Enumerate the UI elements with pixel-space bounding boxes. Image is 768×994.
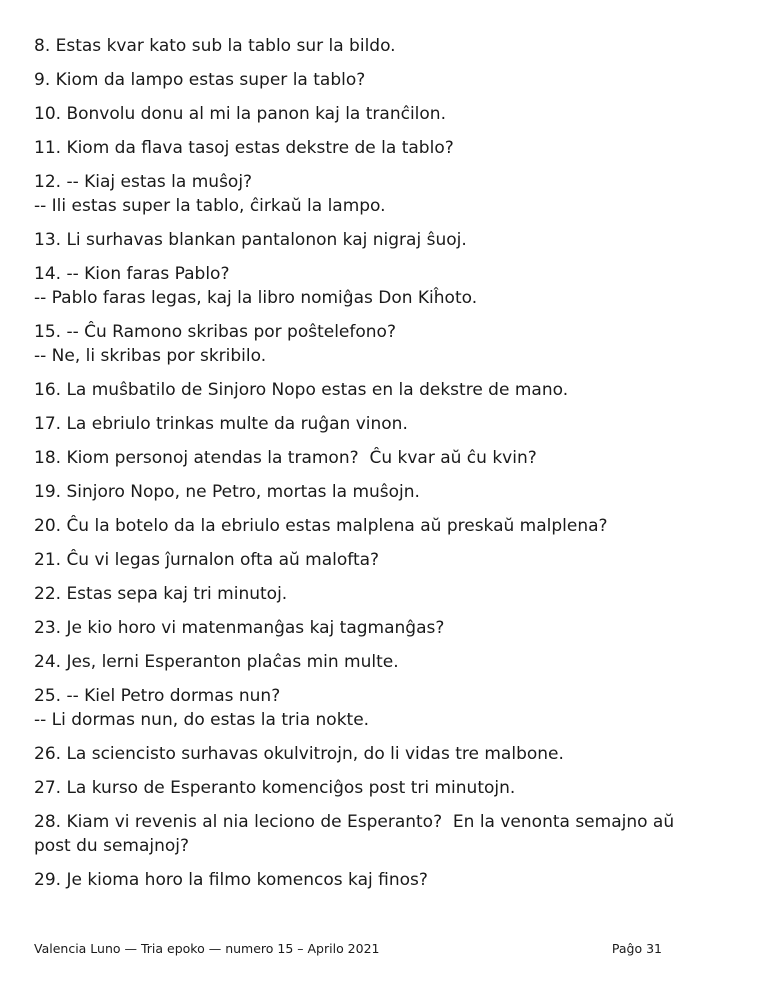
exercise-line: 11. Kiom da flava tasoj estas dekstre de la tablo? — [34, 138, 454, 158]
exercise-line: 9. Kiom da lampo estas super la tablo? — [34, 70, 366, 90]
exercise-line: 17. La ebriulo trinkas multe da ruĝan vinon. — [34, 414, 408, 434]
exercise-line: -- Pablo faras legas, kaj la libro nomiĝas Don Kiĥoto. — [34, 288, 478, 308]
exercise-item — [34, 102, 734, 126]
footer-publication: Valencia Luno — Tria epoko — numero 15 – Aprilo 2021 — [34, 941, 380, 956]
exercise-item — [34, 650, 734, 674]
footer-page-number: Paĝo 31 — [611, 941, 662, 956]
exercise-line: 20. Ĉu la botelo da la ebriulo estas malplena aŭ preskaŭ malplena? — [34, 516, 608, 536]
exercise-line: 25. -- Kiel Petro dormas nun? — [34, 686, 281, 706]
exercise-item — [34, 446, 734, 470]
exercise-line: -- Ili estas super la tablo, ĉirkaŭ la lampo. — [34, 196, 386, 216]
exercise-item — [34, 868, 734, 892]
exercise-item — [34, 684, 734, 732]
exercise-item — [34, 136, 734, 160]
exercise-list — [34, 34, 734, 902]
exercise-item — [34, 320, 734, 368]
exercise-line: -- Li dormas nun, do estas la tria nokte. — [34, 710, 370, 730]
page-footer — [34, 941, 662, 959]
exercise-item — [34, 262, 734, 310]
exercise-line: 27. La kurso de Esperanto komenciĝos post tri minutojn. — [34, 778, 516, 798]
exercise-item — [34, 34, 734, 58]
exercise-line: -- Ne, li skribas por skribilo. — [34, 346, 267, 366]
exercise-item — [34, 776, 734, 800]
exercise-line: 22. Estas sepa kaj tri minutoj. — [34, 584, 288, 604]
exercise-line: 12. -- Kiaj estas la muŝoj? — [34, 172, 253, 192]
exercise-item — [34, 378, 734, 402]
exercise-item — [34, 228, 734, 252]
exercise-line: 24. Jes, lerni Esperanton plaĉas min multe. — [34, 652, 399, 672]
exercise-item — [34, 548, 734, 572]
exercise-item — [34, 616, 734, 640]
exercise-line: 19. Sinjoro Nopo, ne Petro, mortas la muŝojn. — [34, 482, 420, 502]
exercise-item — [34, 742, 734, 766]
exercise-item — [34, 412, 734, 436]
exercise-item — [34, 582, 734, 606]
exercise-line: 8. Estas kvar kato sub la tablo sur la bildo. — [34, 36, 396, 56]
exercise-line: 23. Je kio horo vi matenmanĝas kaj tagmanĝas? — [34, 618, 445, 638]
exercise-line: 14. -- Kion faras Pablo? — [34, 264, 230, 284]
exercise-item — [34, 514, 734, 538]
exercise-item — [34, 810, 734, 858]
exercise-line: 29. Je kioma horo la filmo komencos kaj finos? — [34, 870, 428, 890]
exercise-item — [34, 480, 734, 504]
exercise-line: 10. Bonvolu donu al mi la panon kaj la tranĉilon. — [34, 104, 446, 124]
exercise-item — [34, 68, 734, 92]
exercise-item — [34, 170, 734, 218]
exercise-line: 15. -- Ĉu Ramono skribas por poŝtelefono? — [34, 322, 396, 342]
exercise-line: 16. La muŝbatilo de Sinjoro Nopo estas en la dekstre de mano. — [34, 380, 569, 400]
exercise-line: 18. Kiom personoj atendas la tramon? Ĉu kvar aŭ ĉu kvin? — [34, 448, 537, 468]
exercise-line: post du semajnoj? — [34, 836, 190, 856]
exercise-line: 26. La sciencisto surhavas okulvitrojn, do li vidas tre malbone. — [34, 744, 564, 764]
exercise-line: 28. Kiam vi revenis al nia leciono de Esperanto? En la venonta semajno aŭ — [34, 812, 675, 832]
exercise-line: 13. Li surhavas blankan pantalonon kaj nigraj ŝuoj. — [34, 230, 467, 250]
exercise-line: 21. Ĉu vi legas ĵurnalon ofta aŭ malofta? — [34, 550, 380, 570]
